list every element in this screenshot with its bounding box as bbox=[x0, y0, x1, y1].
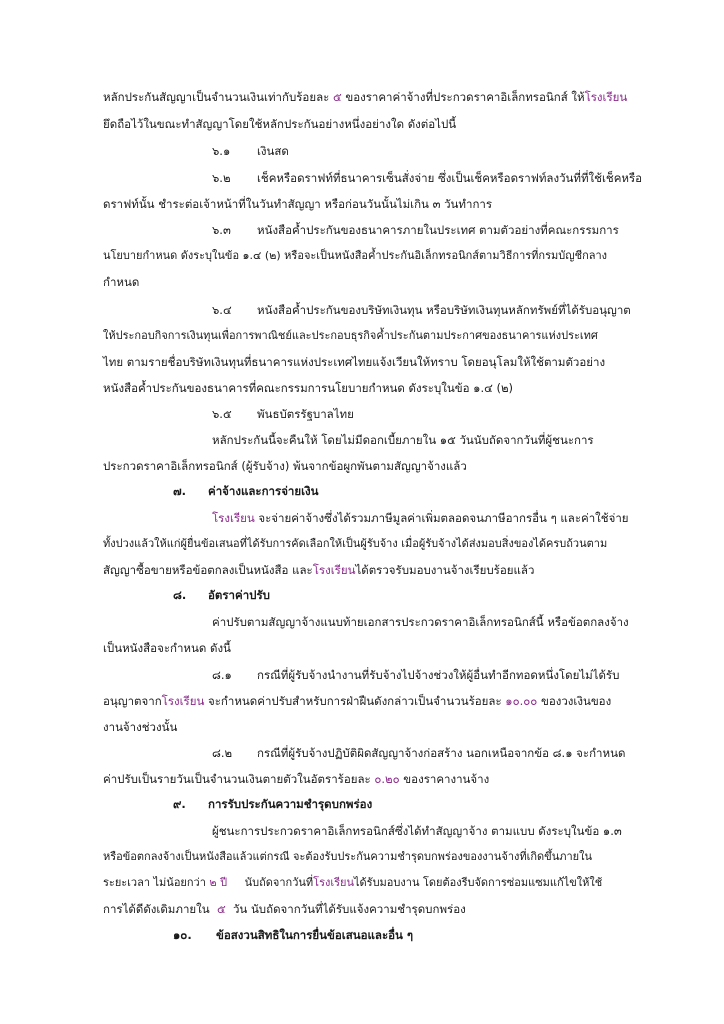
paragraph-line: งานจ้างช่วงนั้น bbox=[103, 720, 178, 734]
paragraph-line bbox=[103, 901, 466, 917]
section-heading-10 bbox=[173, 927, 414, 943]
highlight-school: โรงเรียน bbox=[161, 694, 205, 708]
paragraph-line: ผู้ชนะการประกวดราคาอิเล็กทรอนิกส์ซึ่งได้ทำสัญญาจ้าง ตามแบบ ดังระบุในข้อ ๑.๓ bbox=[212, 824, 622, 838]
text-run: สัญญาซื้อขายหรือข้อตกลงเป็นหนังสือ และ bbox=[103, 563, 313, 577]
item-text: กรณีที่ผู้รับจ้างปฏิบัติผิดสัญญาจ้างก่อสร้าง นอกเหนือจากข้อ ๘.๑ จะกำหนด bbox=[257, 746, 626, 760]
section-title: ค่าจ้างและการจ่ายเงิน bbox=[208, 484, 319, 498]
text-run: ของวงเงินของ bbox=[537, 694, 612, 708]
highlight-number: ๑๐.๐๐ bbox=[505, 694, 538, 708]
item-number: ๖.๑ bbox=[212, 144, 231, 158]
paragraph-line: ไทย ตามรายชื่อบริษัทเงินทุนที่ธนาคารแห่งประเทศไทยแจ้งเวียนให้ทราบ โดยอนุโลมให้ใช้ตามตัวอย่าง bbox=[103, 355, 606, 369]
section-number: ๗. bbox=[173, 484, 187, 498]
paragraph-line: ทั้งปวงแล้วให้แก่ผู้ยื่นข้อเสนอที่ได้รับการคัดเลือกให้เป็นผู้รับจ้าง เมื่อผู้รับจ้างได้ส่งมอบสิ่งของได้ครบถ้วนตาม bbox=[103, 537, 608, 550]
paragraph-line: นโยบายกำหนด ดังระบุในข้อ ๑.๔ (๒) หรือจะเป็นหนังสือค้ำประกันอิเล็กทรอนิกส์ตามวิธีการที่กรมบัญชีกลาง bbox=[103, 249, 608, 262]
highlight-number: ๐.๒๐ bbox=[374, 772, 400, 786]
section-number: ๘. bbox=[173, 588, 187, 602]
item-text: หนังสือค้ำประกันของบริษัทเงินทุน หรือบริษัทเงินทุนหลักทรัพย์ที่ได้รับอนุญาต bbox=[257, 303, 631, 317]
paragraph-line: ยึดถือไว้ในขณะทำสัญญาโดยใช้หลักประกันอย่างหนึ่งอย่างใด ดังต่อไปนี้ bbox=[103, 117, 457, 131]
item-6-3 bbox=[212, 222, 619, 238]
paragraph-line bbox=[103, 875, 602, 891]
highlight-school: โรงเรียน bbox=[212, 511, 255, 525]
text-run: ระยะเวลา ไม่น้อยกว่า bbox=[103, 876, 210, 889]
paragraph-line: หนังสือค้ำประกันของธนาคารที่คณะกรรมการนโยบายกำหนด ดังระบุในข้อ ๑.๔ (๒) bbox=[103, 381, 514, 395]
item-number: ๘.๒ bbox=[212, 746, 233, 760]
highlight-school: โรงเรียน bbox=[312, 563, 356, 577]
paragraph-line: หลักประกันนี้จะคืนให้ โดยไม่มีดอกเบี้ยภายใน ๑๕ วันนับถัดจากวันที่ผู้ชนะการ bbox=[212, 433, 594, 447]
item-6-1 bbox=[212, 143, 289, 159]
item-6-5 bbox=[212, 406, 354, 422]
text-run: อนุญาตจาก bbox=[103, 694, 162, 708]
paragraph-line: หรือข้อตกลงจ้างเป็นหนังสือแล้วแต่กรณี จะต้องรับประกันความชำรุดบกพร่องของงานจ้างที่เกิดขึ้นภายใน bbox=[103, 850, 592, 863]
item-text: เงินสด bbox=[257, 144, 289, 158]
item-number: ๘.๑ bbox=[212, 668, 232, 682]
paragraph-line: กำหนด bbox=[103, 275, 140, 289]
section-heading-7 bbox=[173, 483, 319, 499]
item-number: ๖.๔ bbox=[212, 303, 232, 317]
highlight-number: ๕ bbox=[213, 902, 230, 916]
section-title: ข้อสงวนสิทธิในการยื่นข้อเสนอและอื่น ๆ bbox=[216, 928, 414, 942]
item-6-4 bbox=[212, 302, 631, 318]
text-run: หลักประกันสัญญาเป็นจำนวนเงินเท่ากับร้อยละ bbox=[103, 90, 333, 104]
item-text: หนังสือค้ำประกันของธนาคารภายในประเทศ ตามตัวอย่างที่คณะกรรมการ bbox=[257, 223, 619, 237]
paragraph-line bbox=[103, 562, 534, 578]
text-run: จะกำหนดค่าปรับสำหรับการฝ่าฝืนดังกล่าวเป็นจำนวนร้อยละ bbox=[204, 694, 506, 708]
item-text: พันธบัตรรัฐบาลไทย bbox=[257, 407, 354, 421]
text-run: นับถัดจากวันที่ bbox=[227, 876, 314, 889]
paragraph-line bbox=[103, 771, 489, 787]
text-run: จะจ่ายค่าจ้างซึ่งได้รวมภาษีมูลค่าเพิ่มตลอดจนภาษีอากรอื่น ๆ และค่าใช้จ่าย bbox=[254, 511, 629, 525]
highlight-number: ๕ bbox=[332, 90, 342, 104]
item-number: ๖.๒ bbox=[212, 171, 231, 185]
paragraph-line bbox=[103, 89, 627, 105]
paragraph-line: ดราฟท์นั้น ชำระต่อเจ้าหน้าที่ในวันทำสัญญา หรือก่อนวันนั้นไม่เกิน ๓ วันทำการ bbox=[103, 197, 493, 211]
item-8-1 bbox=[212, 667, 620, 683]
highlight-number: ๒ ปี bbox=[209, 876, 228, 889]
section-title: อัตราค่าปรับ bbox=[208, 588, 270, 602]
item-number: ๖.๕ bbox=[212, 407, 232, 421]
section-heading-8 bbox=[173, 587, 270, 603]
text-run: ได้รับมอบงาน โดยต้องรีบจัดการซ่อมแซมแก้ไขให้ใช้ bbox=[353, 876, 603, 889]
paragraph-line bbox=[103, 693, 611, 709]
paragraph-line: เป็นหนังสือจะกำหนด ดังนี้ bbox=[103, 641, 231, 655]
paragraph-line: ค่าปรับตามสัญญาจ้างแนบท้ายเอกสารประกวดราคาอิเล็กทรอนิกส์นี้ หรือข้อตกลงจ้าง bbox=[212, 615, 629, 629]
paragraph-line: ประกวดราคาอิเล็กทรอนิกส์ (ผู้รับจ้าง) พ้นจากข้อผูกพันตามสัญญาจ้างแล้ว bbox=[103, 459, 467, 473]
section-number: ๑๐. bbox=[173, 928, 192, 942]
item-8-2 bbox=[212, 745, 626, 761]
section-number: ๙. bbox=[173, 797, 186, 811]
section-heading-9 bbox=[173, 796, 373, 812]
item-number: ๖.๓ bbox=[212, 223, 231, 237]
highlight-school: โรงเรียน bbox=[584, 90, 628, 104]
text-run: ของราคางานจ้าง bbox=[399, 772, 490, 786]
section-title: การรับประกันความชำรุดบกพร่อง bbox=[208, 797, 373, 811]
highlight-school: โรงเรียน bbox=[313, 876, 354, 889]
text-run: ค่าปรับเป็นรายวันเป็นจำนวนเงินตายตัวในอัตราร้อยละ bbox=[103, 772, 375, 786]
paragraph-line bbox=[212, 510, 629, 526]
item-text: กรณีที่ผู้รับจ้างนำงานที่รับจ้างไปจ้างช่วงให้ผู้อื่นทำอีกทอดหนึ่งโดยไม่ได้รับ bbox=[257, 668, 620, 682]
item-6-2 bbox=[212, 170, 643, 186]
text-run: การได้ดีดังเดิมภายใน bbox=[103, 902, 214, 916]
item-text: เช็คหรือดราฟท์ที่ธนาคารเซ็นสั่งจ่าย ซึ่งเป็นเช็คหรือดราฟท์ลงวันที่ที่ใช้เช็คหรือ bbox=[257, 171, 643, 185]
text-run: วัน นับถัดจากวันที่ได้รับแจ้งความชำรุดบกพร่อง bbox=[229, 902, 466, 916]
paragraph-line: ให้ประกอบกิจการเงินทุนเพื่อการพาณิชย์และประกอบธุรกิจค้ำประกันตามประกาศของธนาคารแห่งประเทศ bbox=[103, 329, 598, 342]
text-run: ของราคาค่าจ้างที่ประกวดราคาอิเล็กทรอนิกส์ ให้ bbox=[341, 90, 585, 104]
text-run: ได้ตรวจรับมอบงานจ้างเรียบร้อยแล้ว bbox=[355, 563, 535, 577]
